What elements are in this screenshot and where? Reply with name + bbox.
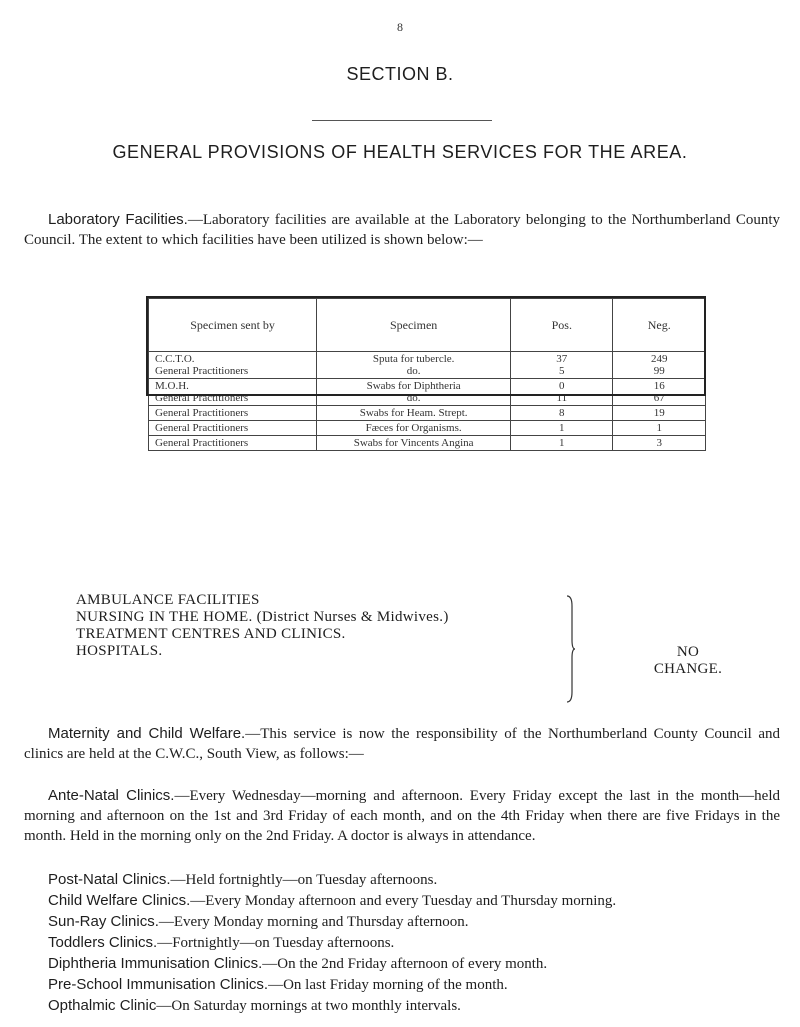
specimen-line: do. [406,392,421,404]
sent-by-cell: General Practitioners [149,421,317,436]
table-header-row [149,299,706,352]
main-title: GENERAL PROVISIONS OF HEALTH SERVICES FOR THE AREA. [112,142,688,162]
pre-school-paragraph [24,975,780,995]
diphtheria-paragraph [24,954,780,974]
table-row [149,352,706,379]
pos-cell: 1 [511,421,613,436]
laboratory-table [148,298,706,451]
clinic-text: —On Saturday mornings at two monthly intervals. [156,998,461,1014]
specimen-line: Swabs for Diphtheria [366,380,461,392]
pos-value: 5 [559,365,565,377]
clinic-text: —Held fortnightly—on Tuesday afternoons. [170,872,438,888]
pos-value: 37 [556,353,568,365]
table-row [149,379,706,406]
sent-by-cell: General Practitioners [149,436,317,451]
laboratory-text: —Laboratory facilities are available at the Laboratory belonging to the Northumberland County Council. The extent to which facilities have been utilized is shown below:— [24,212,780,248]
pos-cell [511,352,613,379]
maternity-text: —This service is now the responsibility of the Northumberland County Council and clinics are held at the C.W.C., South View, as follows:— [24,726,780,762]
clinic-lead: Toddlers Clinics. [48,934,158,951]
facility-line-nursing: NURSING IN THE HOME. (District Nurses & Midwives.) [76,609,449,625]
clinic-text: —Fortnightly—on Tuesday afternoons. [157,935,395,951]
clinic-lead: Post-Natal Clinics. [48,871,171,888]
header-neg: Neg. [613,299,706,352]
clinic-text: —Every Monday afternoon and every Tuesday and Thursday morning. [190,893,617,909]
clinic-lead: Pre-School Immunisation Clinics. [48,976,269,993]
clinic-text: —On last Friday morning of the month. [268,977,508,993]
child-welfare-paragraph [24,891,780,911]
pos-value: 11 [556,392,568,404]
post-natal-paragraph [24,870,780,890]
facility-line-ambulance: AMBULANCE FACILITIES [76,592,260,608]
neg-cell: 1 [613,421,706,436]
table-row [149,421,706,436]
clinic-lead: Diphtheria Immunisation Clinics. [48,955,263,972]
sent-by-cell: General Practitioners [149,406,317,421]
laboratory-lead: Laboratory Facilities. [48,211,188,228]
neg-cell: 19 [613,406,706,421]
specimen-line: Sputa for tubercle. [372,353,455,365]
facilities-list [76,592,449,660]
opthalmic-paragraph [24,996,780,1016]
sent-by-cell [149,379,317,406]
specimen-line: do. [406,365,421,377]
sun-ray-paragraph [24,912,780,932]
divider-rule [312,120,492,121]
clinic-text: —Every Monday morning and Thursday afternoon. [158,914,469,930]
neg-cell [613,352,706,379]
toddlers-paragraph [24,933,780,953]
sent-by-line: General Practitioners [155,365,249,377]
no-change-label [618,644,758,678]
table-row [149,436,706,451]
neg-value: 67 [653,392,665,404]
neg-value: 16 [653,380,665,392]
sent-by-cell [149,352,317,379]
header-pos: Pos. [511,299,613,352]
right-brace-icon [566,594,576,704]
neg-cell [613,379,706,406]
facility-line-treatment: TREATMENT CENTRES AND CLINICS. [76,626,346,642]
specimen-cell: Swabs for Vincents Angina [317,436,511,451]
specimen-cell [317,352,511,379]
header-specimen: Specimen [317,299,511,352]
neg-value: 99 [653,365,665,377]
sent-by-line: C.C.T.O. [155,353,195,365]
maternity-lead: Maternity and Child Welfare. [48,725,246,742]
specimen-cell: Fæces for Organisms. [317,421,511,436]
header-sent-by: Specimen sent by [149,299,317,352]
sent-by-line: General Practitioners [155,392,249,404]
clinic-lead: Child Welfare Clinics. [48,892,191,909]
ante-natal-lead: Ante-Natal Clinics. [48,787,175,804]
pos-cell: 1 [511,436,613,451]
specimen-cell [317,379,511,406]
no-change-line: CHANGE. [653,661,723,677]
clinic-text: —On the 2nd Friday afternoon of every month. [262,956,548,972]
ante-natal-paragraph [24,786,780,846]
pos-cell [511,379,613,406]
neg-cell: 3 [613,436,706,451]
maternity-paragraph [24,724,780,764]
no-change-line: NO [676,644,700,660]
clinic-lead: Sun-Ray Clinics. [48,913,159,930]
sent-by-line: M.O.H. [155,380,189,392]
table-row [149,406,706,421]
neg-value: 249 [650,353,668,365]
specimen-cell: Swabs for Heam. Strept. [317,406,511,421]
clinic-lead: Opthalmic Clinic [48,997,157,1014]
section-title: SECTION B. [346,64,454,84]
pos-value: 0 [559,380,565,392]
laboratory-paragraph [24,210,780,250]
ante-natal-text: —Every Wednesday—morning and afternoon. Every Friday except the last in the month—held morning and afternoon on the 1st and 3rd Friday of each month, and on the 4th Friday when there are five Fridays in the month. Held in the morning only on the 2nd Friday. A doctor is always in attendance. [24,788,780,844]
pos-cell: 8 [511,406,613,421]
page-number: 8 [397,20,403,34]
facility-line-hospitals: HOSPITALS. [76,643,163,659]
